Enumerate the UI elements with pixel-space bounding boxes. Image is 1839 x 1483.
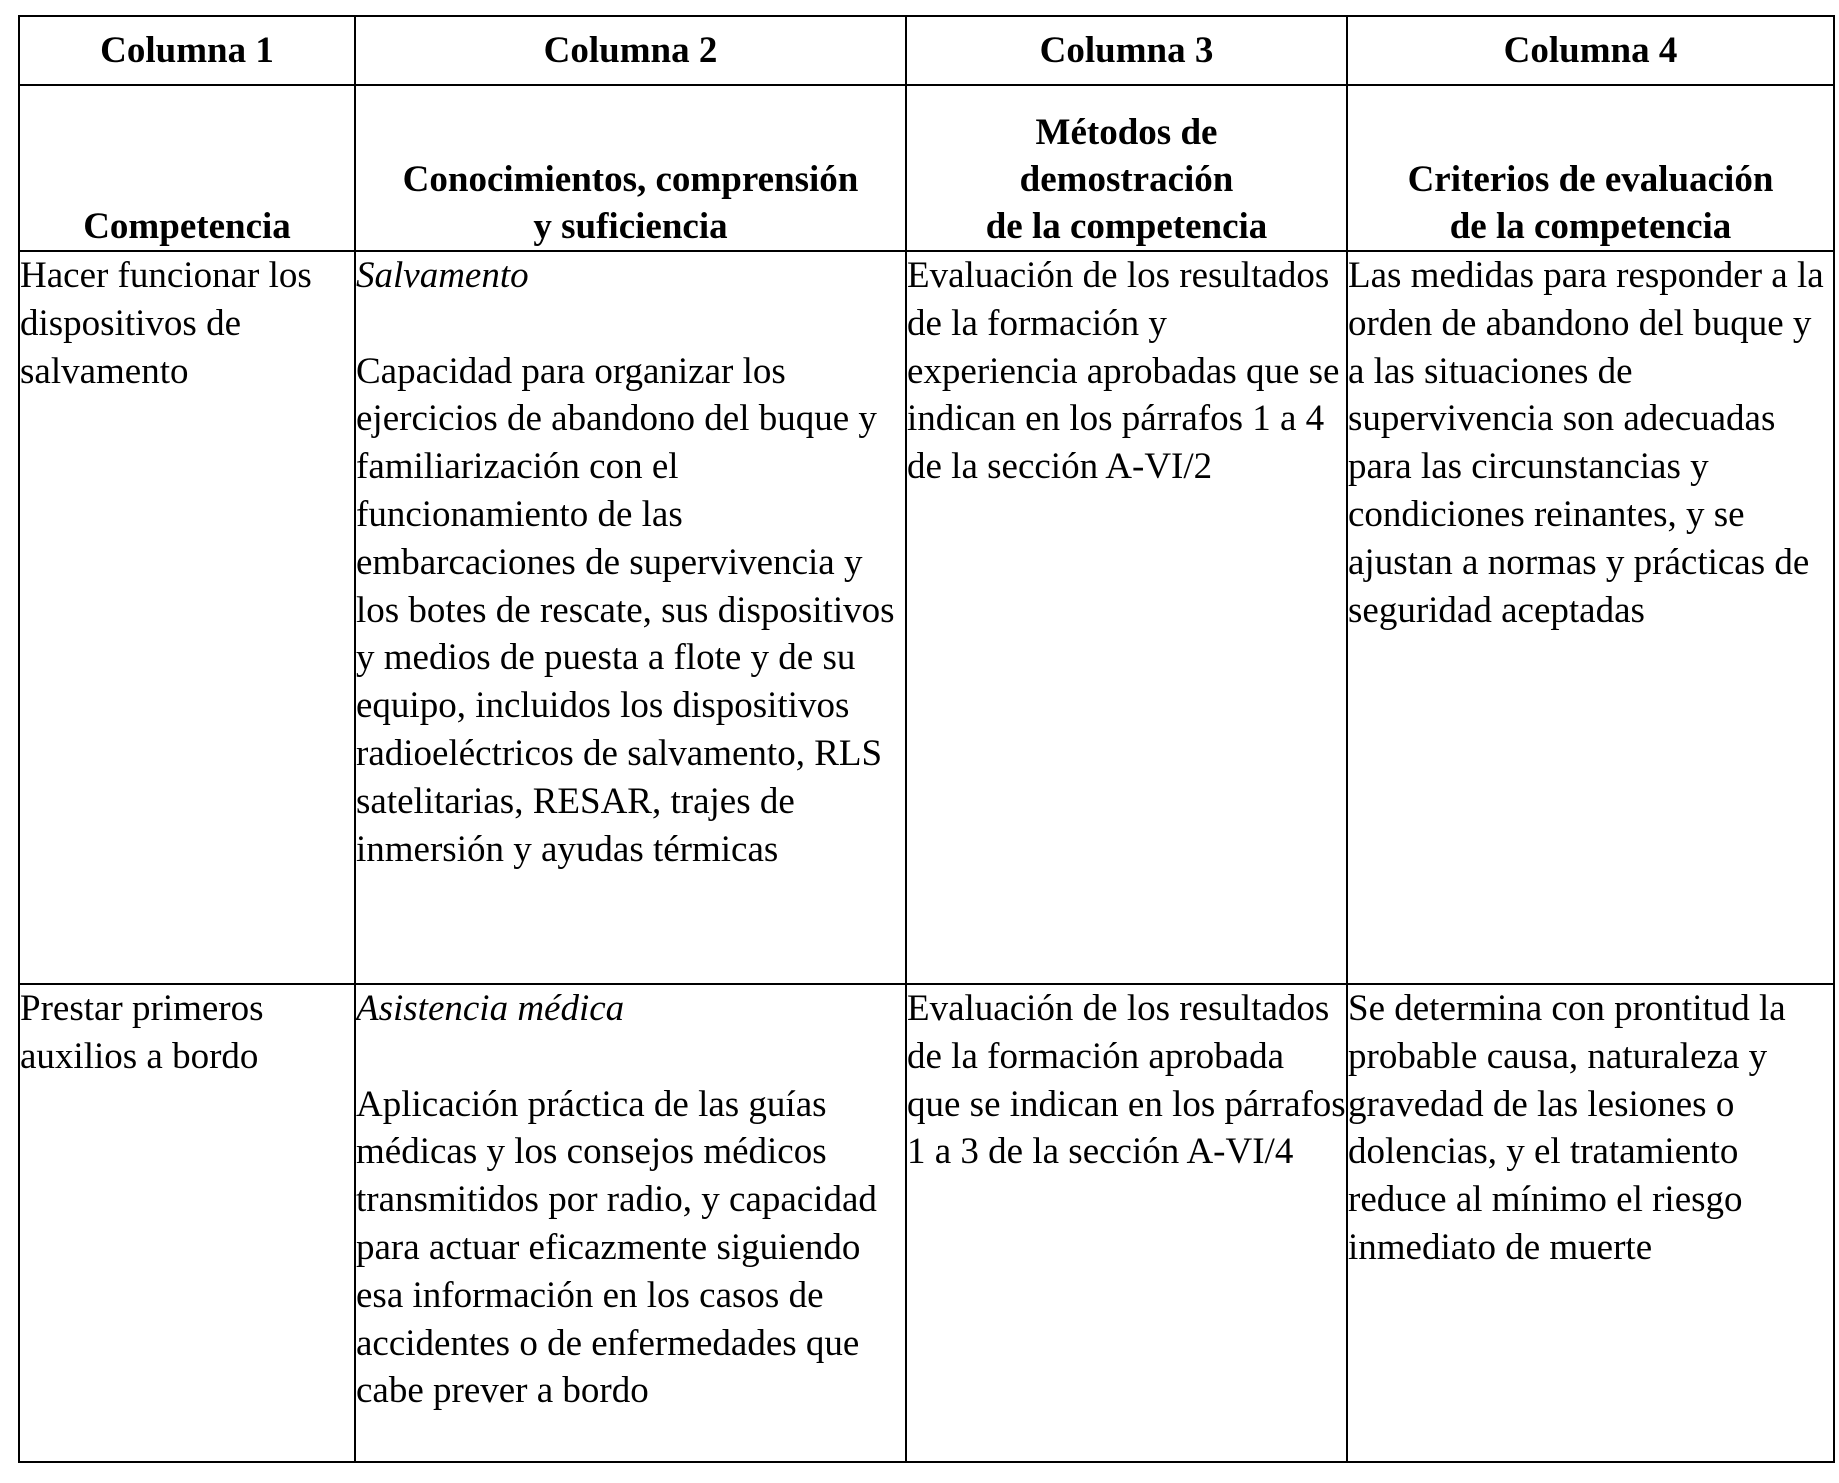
spacer <box>356 1033 905 1081</box>
column-number-3: Columna 3 <box>906 16 1347 85</box>
criterios-text: Las medidas para responder a la orden de abandono del buque y a las situaciones de supervivencia son adecuadas para las circunstancias y condiciones reinantes, y se ajustan a normas y prácticas de seguridad aceptadas <box>1348 255 1824 631</box>
metodos-text: Evaluación de los resultados de la formación aprobada que se indican en los párrafos 1 a 3 de la sección A-VI/4 <box>907 988 1346 1173</box>
header-metodos: Métodos de demostración de la competencia <box>906 85 1347 251</box>
cell-criterios <box>1347 984 1834 1462</box>
criterios-text: Se determina con prontitud la probable causa, naturaleza y gravedad de las lesiones o dolencias, y el tratamiento reduce al mínimo el riesgo inmediato de muerte <box>1348 988 1786 1268</box>
header-criterios: Criterios de evaluación de la competencia <box>1347 85 1834 251</box>
conocimientos-title: Salvamento <box>356 255 529 296</box>
conocimientos-text: Aplicación práctica de las guías médicas y los consejos médicos transmitidos por radio, y capacidad para actuar eficazmente siguiendo esa información en los casos de accidentes o de enfermedades que cabe prever a bordo <box>356 1083 877 1412</box>
table-row <box>19 251 1834 984</box>
cell-competencia <box>19 251 355 984</box>
cell-metodos <box>906 984 1347 1462</box>
column-header-row <box>19 85 1834 251</box>
table-row <box>19 984 1834 1462</box>
cell-competencia <box>19 984 355 1462</box>
cell-conocimientos <box>355 984 906 1462</box>
metodos-text: Evaluación de los resultados de la formación y experiencia aprobadas que se indican en los párrafos 1 a 4 de la sección A-VI/2 <box>907 255 1340 488</box>
cell-criterios <box>1347 251 1834 984</box>
column-number-2: Columna 2 <box>355 16 906 85</box>
competencia-text: Prestar primeros auxilios a bordo <box>20 988 264 1077</box>
competencia-text: Hacer funcionar los dispositivos de salvamento <box>20 255 312 392</box>
spacer <box>356 300 905 348</box>
cell-metodos <box>906 251 1347 984</box>
conocimientos-title: Asistencia médica <box>356 988 625 1029</box>
header-competencia: Competencia <box>19 85 355 251</box>
conocimientos-text: Capacidad para organizar los ejercicios de abandono del buque y familiarización con el funcionamiento de las embarcaciones de supervivencia y los botes de rescate, sus dispositivos y medios de puesta a flote y de su equipo, incluidos los dispositivos radioeléctricos de salvamento, RLS satelitarias, RESAR, trajes de inmersión y ayudas térmicas <box>356 350 895 870</box>
competence-table <box>18 15 1835 1463</box>
column-number-1: Columna 1 <box>19 16 355 85</box>
cell-conocimientos <box>355 251 906 984</box>
column-number-4: Columna 4 <box>1347 16 1834 85</box>
column-number-row <box>19 16 1834 85</box>
header-conocimientos: Conocimientos, comprensión y suficiencia <box>355 85 906 251</box>
